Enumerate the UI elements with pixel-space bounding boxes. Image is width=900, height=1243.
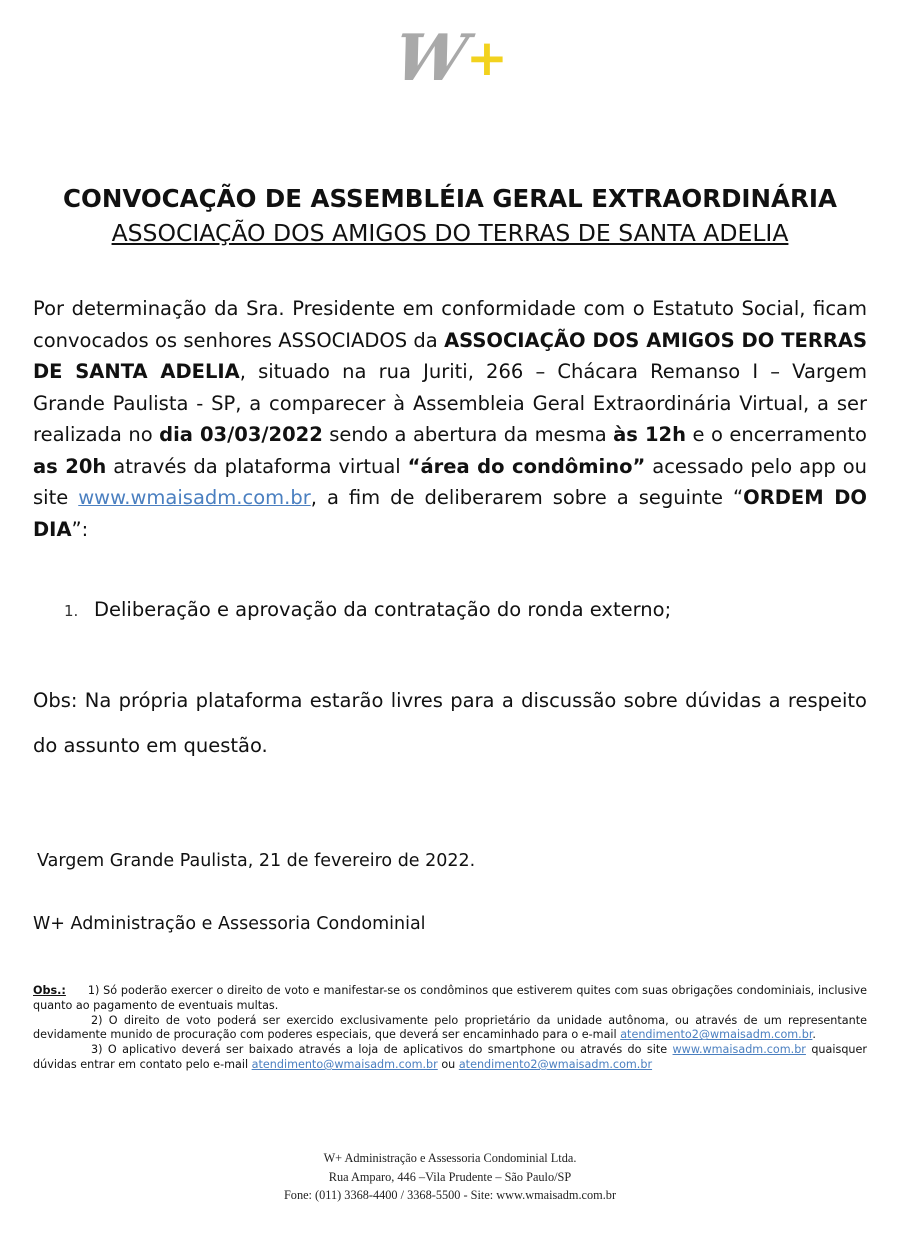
footer-address: Rua Amparo, 446 –Vila Prudente – São Paulo/SP: [328, 1169, 572, 1184]
footer: [0, 1149, 900, 1205]
observation-paragraph: Obs: Na própria plataforma estarão livres para a discussão sobre dúvidas a respeito do assunto em questão.: [33, 689, 867, 757]
logo-plus-sign: +: [466, 29, 508, 87]
body-text: , a fim de deliberarem sobre a seguinte “: [310, 486, 744, 509]
body-text: através da plataforma virtual: [106, 454, 408, 478]
note-2-email-link[interactable]: atendimento2@wmaisadm.com.br: [620, 1028, 813, 1042]
agenda-item-text: Deliberação e aprovação da contratação do ronda externo;: [94, 598, 672, 621]
body-text: e o encerramento: [686, 423, 867, 446]
logo-w-letter: W: [389, 21, 467, 96]
body-text: ”:: [71, 517, 89, 541]
assembly-date: dia 03/03/2022: [159, 423, 323, 446]
note-2-text: 2) O direito de voto poderá ser exercido exclusivamente pelo proprietário da unidade autônoma, ou através de um representante devidamente munido de procuração com poderes especiais, que deverá ser encaminhado para o e-mail: [33, 1013, 867, 1042]
note-3-text: 3) O aplicativo deverá ser baixado através a loja de aplicativos do smartphone ou através do site: [91, 1043, 673, 1057]
note-2: [33, 1014, 867, 1044]
note-3-email-link-2[interactable]: atendimento2@wmaisadm.com.br: [458, 1057, 653, 1071]
convocation-paragraph: [33, 293, 867, 545]
agenda-item-number: 1.: [64, 602, 79, 620]
footer-contact: Fone: (011) 3368-4400 / 3368-5500 - Site: www.wmaisadm.com.br: [283, 1188, 617, 1202]
agenda-item: [64, 594, 864, 627]
document-title: CONVOCAÇÃO DE ASSEMBLÉIA GERAL EXTRAORDINÁRIA: [63, 184, 837, 213]
notes-section: [33, 984, 867, 1073]
opening-time: às 12h: [613, 423, 686, 446]
body-text: Por determinação da Sra. Presidente em conformidade com o Estatuto Social, ficam convocados os senhores ASSOCIADOS da: [33, 297, 867, 352]
body-text: , situado na rua Juriti, 266 – Chácara Remanso I – Vargem Grande Paulista - SP, a comparecer à Assembleia Geral Extraordinária Virtual, a ser realizada no: [33, 360, 867, 446]
note-3-or: ou: [437, 1057, 459, 1071]
association-name: ASSOCIAÇÃO DOS AMIGOS DO TERRAS DE SANTA ADELIA: [33, 328, 867, 383]
note-3-email-link-1[interactable]: atendimento@wmaisadm.com.br: [251, 1057, 438, 1071]
note-3-site-link[interactable]: www.wmaisadm.com.br: [672, 1043, 806, 1057]
document-subtitle: ASSOCIAÇÃO DOS AMIGOS DO TERRAS DE SANTA ADELIA: [111, 219, 789, 247]
closing-time: as 20h: [33, 454, 107, 478]
body-text: sendo a abertura da mesma: [322, 423, 614, 446]
platform-name: “área do condômino”: [407, 454, 646, 478]
date-line: Vargem Grande Paulista, 21 de fevereiro de 2022.: [37, 851, 476, 871]
agenda-label: ORDEM DO DIA: [33, 486, 867, 541]
note-2-end: .: [812, 1028, 816, 1042]
signature-line: W+ Administração e Assessoria Condominial: [33, 914, 426, 934]
body-text: acessado pelo app ou site: [33, 454, 868, 509]
note-3: [33, 1043, 867, 1073]
note-1-text: 1) Só poderão exercer o direito de voto e manifestar-se os condôminos que estiverem quites com suas obrigações condominiais, inclusive quanto ao pagamento de eventuais multas.: [33, 984, 867, 1012]
notes-label: Obs.:: [33, 984, 66, 997]
note-1: [33, 984, 867, 1014]
note-3-text-mid: quaisquer dúvidas entrar em contato pelo e-mail: [33, 1043, 867, 1071]
footer-company: W+ Administração e Assessoria Condominial Ltda.: [323, 1151, 577, 1165]
site-link[interactable]: www.wmaisadm.com.br: [78, 486, 311, 509]
